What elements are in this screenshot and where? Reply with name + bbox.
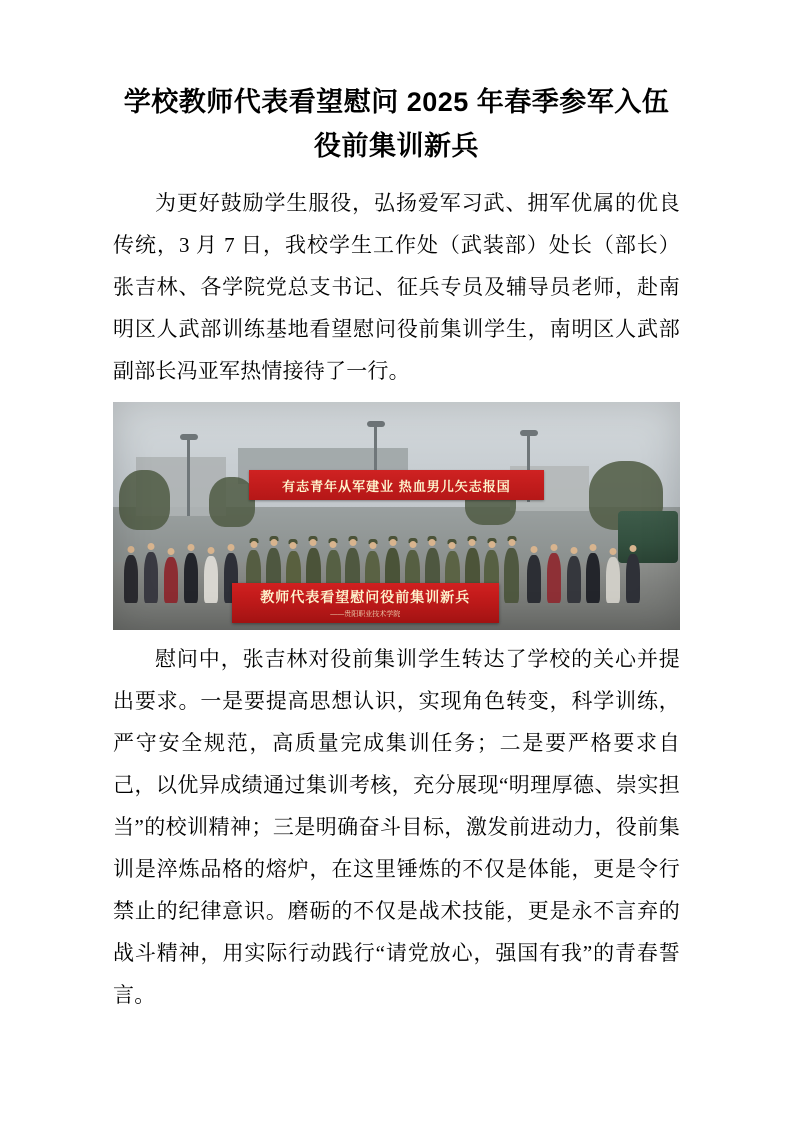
photo-bottom-banner-text: 教师代表看望慰问役前集训新兵 [260,589,471,605]
photo-person-head [409,541,416,548]
photo-bottom-banner [232,583,498,623]
photo-person-head [128,546,135,553]
photo-person-head [290,542,297,549]
photo-person-head [270,539,277,546]
photo-person [626,554,640,602]
photo-person-head [508,539,515,546]
photo-person-head [389,539,396,546]
photo-person-head [207,547,214,554]
photo-person [124,555,138,603]
photo-person-head [250,541,257,548]
photo-person [144,552,158,603]
photo-person [204,556,218,603]
photo-lamp-post-left [187,438,190,516]
photo-person-head [227,544,234,551]
photo-person-head [550,544,557,551]
photo-person-head [148,543,155,550]
photo-person-head [449,542,456,549]
page-content [113,80,680,1016]
photo-person-head [630,545,637,552]
photo-person [527,555,541,603]
photo-person-head [488,541,495,548]
photo-bottom-banner-subtext: ——贵阳职业技术学院 [330,611,401,618]
photo-person-head [610,548,617,555]
photo-person-head [429,539,436,546]
photo-person-head [330,541,337,548]
photo-person-head [369,542,376,549]
page-title: 学校教师代表看望慰问 2025 年春季参军入伍役前集训新兵 [123,87,670,161]
photo-person [164,557,178,603]
group-photo [113,402,680,630]
photo-person-head [570,547,577,554]
photo-person-head [469,539,476,546]
photo-person-head [310,539,317,546]
photo-person [567,556,581,603]
photo-person-head [187,544,194,551]
photo-person-head [349,539,356,546]
paragraph-2: 慰问中，张吉林对役前集训学生转达了学校的关心并提出要求。一是要提高思想认识，实现角色转变，科学训练，严守安全规范，高质量完成集训任务；二是要严格要求自己，以优异成绩通过集训考核，充分展现“明理厚德、崇实担当”的校训精神；三是明确奋斗目标，激发前进动力，役前集训是淬炼品格的熔炉，在这里锤炼的不仅是体能，更是令行禁止的纪律意识。磨砺的不仅是战术技能，更是永不言弃的战斗精神，用实际行动践行“请党放心，强国有我”的青春誓言。 [113,647,680,1007]
paragraph-1: 为更好鼓励学生服役，弘扬爱军习武、拥军优属的优良传统，3 月 7 日，我校学生工作处（武装部）处长（部长）张吉林、各学院党总支书记、征兵专员及辅导员老师，赴南明区人武部训练基地看望慰问役前集训学生，南明区人武部副部长冯亚军热情接待了一行。 [113,191,680,383]
photo-person [606,557,620,603]
photo-person [586,553,600,602]
photo-person-head [590,544,597,551]
photo-person-head [168,548,175,555]
photo-recruit [504,548,519,602]
photo-person [547,553,561,603]
photo-person-head [530,546,537,553]
photo-person [184,553,198,602]
photo-top-banner: 有志青年从军建业 热血男儿矢志报国 [249,470,544,500]
